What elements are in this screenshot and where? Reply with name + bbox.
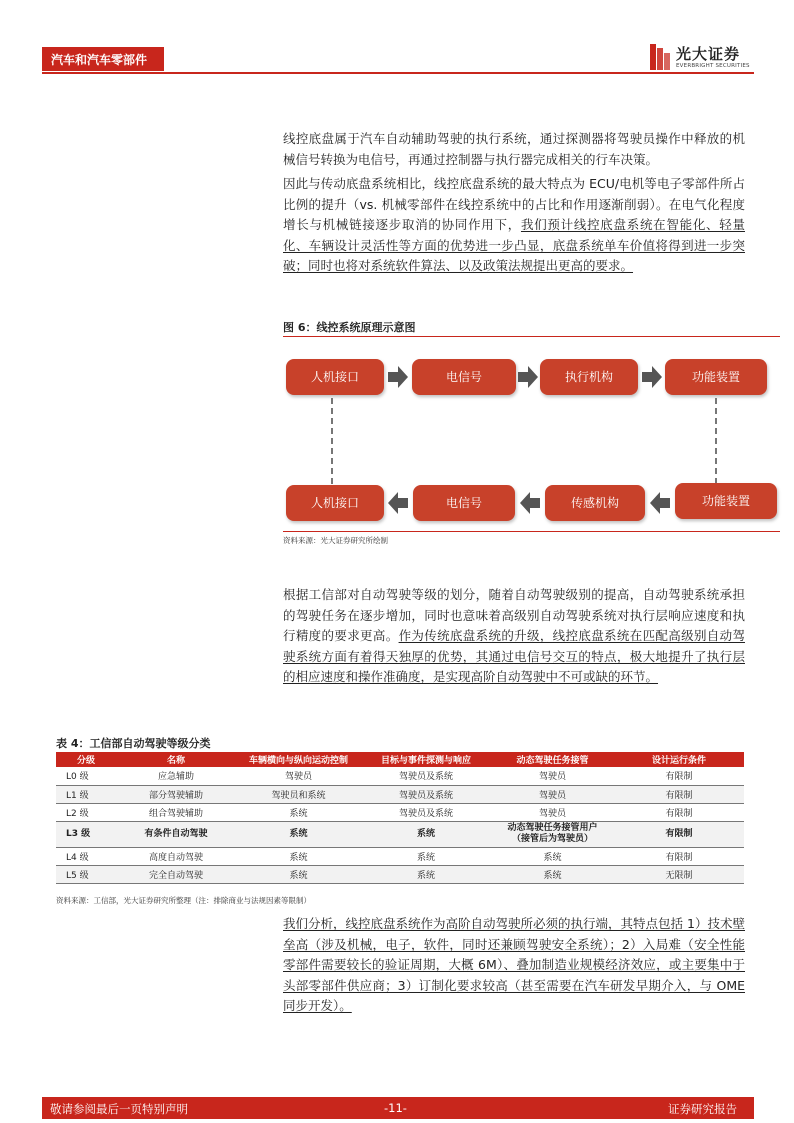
- table-cell: 系统: [361, 847, 491, 865]
- left-dashed-connector: [331, 398, 333, 484]
- paragraph-4: [283, 914, 745, 1017]
- table-cell: 系统: [361, 821, 491, 847]
- table-cell-multiline: [491, 821, 614, 847]
- table-header-cell: 分级: [56, 752, 116, 767]
- bottom-box-device: 功能装置: [675, 483, 777, 519]
- top-box-signal: 电信号: [412, 359, 516, 395]
- table-row: [56, 785, 744, 803]
- top-box-actuator: 执行机构: [540, 359, 638, 395]
- table-cell: 高度自动驾驶: [116, 847, 236, 865]
- table-source: 资料来源：工信部，光大证券研究所整理（注：排除商业与法规因素等限制）: [56, 896, 311, 905]
- arrow-left-icon: [648, 491, 672, 515]
- arrow-left-icon: [518, 491, 542, 515]
- table-cell: 有限制: [614, 785, 744, 803]
- footer-page-number: -11-: [384, 1101, 407, 1115]
- table-header-cell: 车辆横向与纵向运动控制: [236, 752, 361, 767]
- arrow-right-icon: [640, 365, 664, 389]
- table-cell: 系统: [361, 865, 491, 883]
- header-section-band: [42, 47, 164, 71]
- bottom-box-signal: 电信号: [413, 485, 515, 521]
- takeover-line-2: （接管后为驾驶员）: [511, 834, 593, 844]
- table-cell: 部分驾驶辅助: [116, 785, 236, 803]
- figure-source: 资料来源：光大证券研究所绘制: [283, 536, 388, 545]
- company-logo: [650, 42, 754, 72]
- table-cell: 驾驶员: [491, 785, 614, 803]
- autonomy-level-table: [56, 752, 744, 884]
- table-row: [56, 803, 744, 821]
- table-cell: 完全自动驾驶: [116, 865, 236, 883]
- table-cell: L4 级: [56, 847, 116, 865]
- bottom-box-hmi: 人机接口: [286, 485, 384, 521]
- paragraph-3-underlined: 作为传统底盘系统的升级，线控底盘系统在匹配高级别自动驾驶系统方面有着得天独厚的优势，其通过电信号交互的特点，极大地提升了执行层的相应速度和操作准确度，是实现高阶自动驾驶中不可或缺的环节。: [283, 628, 745, 685]
- table-title: 表 4：工信部自动驾驶等级分类: [56, 737, 211, 750]
- footer-disclaimer: 敬请参阅最后一页特别声明: [50, 1102, 188, 1116]
- table-cell: 驾驶员和系统: [236, 785, 361, 803]
- bottom-box-sensor: 传感机构: [545, 485, 645, 521]
- logo-mark-icon: [650, 44, 670, 70]
- table-cell: 驾驶员及系统: [361, 785, 491, 803]
- right-dashed-connector: [715, 398, 717, 484]
- table-cell: L5 级: [56, 865, 116, 883]
- table-cell: 组合驾驶辅助: [116, 803, 236, 821]
- figure-top-rule: [283, 336, 780, 337]
- figure-title: 图 6：线控系统原理示意图: [283, 321, 416, 334]
- table-row: [56, 847, 744, 865]
- table-header-cell: 目标与事件探测与响应: [361, 752, 491, 767]
- takeover-line-1: 动态驾驶任务接管用户: [507, 823, 598, 833]
- logo-en-text: EVERBRIGHT SECURITIES: [676, 63, 750, 69]
- table-cell: 有限制: [614, 847, 744, 865]
- table-cell: 系统: [491, 847, 614, 865]
- table-cell: 驾驶员: [491, 767, 614, 785]
- top-box-hmi: 人机接口: [286, 359, 384, 395]
- table-cell: 有限制: [614, 767, 744, 785]
- table-row: [56, 865, 744, 883]
- footer-report-type: 证券研究报告: [668, 1102, 737, 1116]
- paragraph-2-text: 因此与传动底盘系统相比，线控底盘系统的最大特点为 ECU/电机等电子零部件所占比例的提升（vs. 机械零部件在线控系统中的占比和作用逐渐削弱）。在电气化程度增长与机械链接逐步取消的协同作用下，: [283, 176, 745, 233]
- table-row: [56, 767, 744, 785]
- table-cell: 系统: [236, 803, 361, 821]
- table-header-cell: 设计运行条件: [614, 752, 744, 767]
- table-cell: 有限制: [614, 803, 744, 821]
- table-cell: L2 级: [56, 803, 116, 821]
- paragraph-3-text: 根据工信部对自动驾驶等级的划分，随着自动驾驶级别的提高，自动驾驶系统承担的驾驶任务在逐步增加，同时也意味着高级别自动驾驶系统对执行层响应速度和执行精度的要求更高。: [283, 587, 745, 644]
- logo-cn-text: 光大证券: [676, 45, 741, 63]
- arrow-right-icon: [516, 365, 540, 389]
- table-cell: 应急辅助: [116, 767, 236, 785]
- table-cell: 系统: [236, 821, 361, 847]
- table-cell: 系统: [491, 865, 614, 883]
- header-section-label: 汽车和汽车零部件: [51, 53, 148, 67]
- table-header-cell: 动态驾驶任务接管: [491, 752, 614, 767]
- table-cell: 驾驶员及系统: [361, 803, 491, 821]
- figure-bottom-rule: [283, 531, 780, 532]
- table-cell: L0 级: [56, 767, 116, 785]
- table-cell: 系统: [236, 865, 361, 883]
- table-cell: 驾驶员: [491, 803, 614, 821]
- table-cell: 驾驶员: [236, 767, 361, 785]
- table-header-row: [56, 752, 744, 767]
- table-cell: 无限制: [614, 865, 744, 883]
- header-rule: [42, 72, 754, 74]
- table-cell: L3 级: [56, 821, 116, 847]
- table-cell: 有限制: [614, 821, 744, 847]
- paragraph-1: 线控底盘属于汽车自动辅助驾驶的执行系统，通过探测器将驾驶员操作中释放的机械信号转换为电信号，再通过控制器与执行器完成相关的行车决策。: [283, 131, 745, 167]
- footer-band: [42, 1097, 754, 1119]
- paragraph-4-underlined: 我们分析，线控底盘系统作为高阶自动驾驶所必须的执行端，其特点包括 1）技术壁垒高（涉及机械，电子，软件，同时还兼顾驾驶安全系统）；2）入局难（安全性能零部件需要较长的验证周期，大概 6M）、叠加制造业规模经济效应，或主要集中于头部零部件供应商；3）订制化要求较高（甚至需要在汽车研发早期介入，与 OME 同步开发）。: [283, 916, 745, 1014]
- arrow-left-icon: [386, 491, 410, 515]
- table-row-highlight: [56, 821, 744, 847]
- paragraph-2: [283, 174, 745, 277]
- table-cell: L1 级: [56, 785, 116, 803]
- table-header-cell: 名称: [116, 752, 236, 767]
- paragraph-2-underlined: 我们预计线控底盘系统在智能化、轻量化、车辆设计灵活性等方面的优势进一步凸显，底盘系统单车价值将得到进一步突破；同时也将对系统软件算法、以及政策法规提出更高的要求。: [283, 217, 745, 274]
- paragraph-3: [283, 585, 745, 688]
- table-cell: 驾驶员及系统: [361, 767, 491, 785]
- table-cell: 有条件自动驾驶: [116, 821, 236, 847]
- top-box-device: 功能装置: [665, 359, 767, 395]
- table-cell: 系统: [236, 847, 361, 865]
- arrow-right-icon: [386, 365, 410, 389]
